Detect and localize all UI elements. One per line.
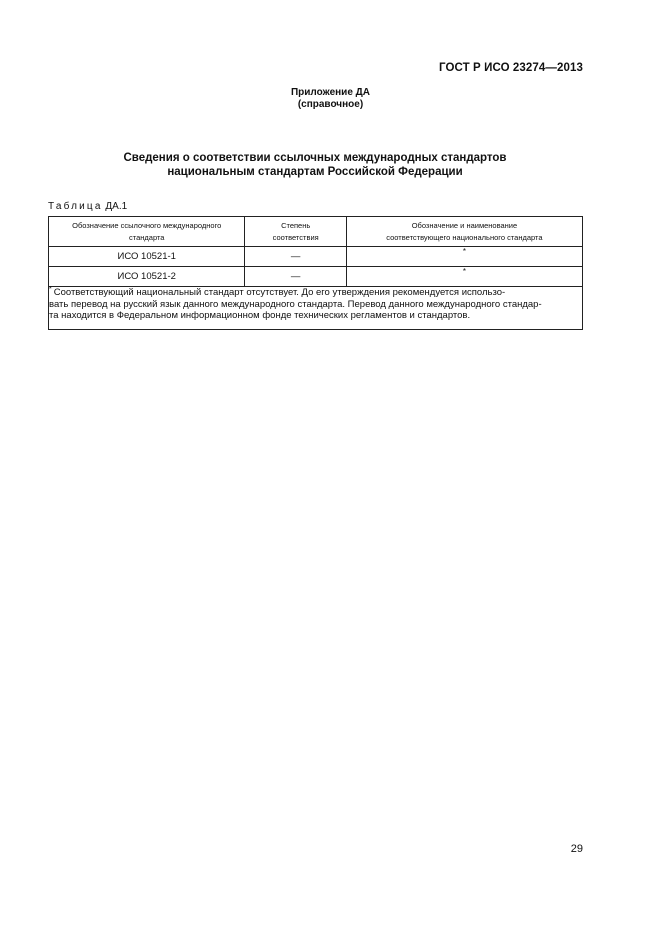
- annex-subtitle-line: (справочное): [297, 99, 364, 110]
- annex-title: [0, 87, 661, 111]
- reference-table: [48, 216, 583, 330]
- page-number: 29: [570, 843, 583, 855]
- table-header-row: [49, 217, 583, 247]
- cell-degree: —: [245, 247, 346, 267]
- footnote-marker: *: [49, 285, 52, 293]
- cell-national: [346, 267, 582, 287]
- header-col3-line2: соответствующего национального стандарта: [386, 232, 543, 242]
- table-caption-word: Таблица: [48, 201, 103, 212]
- table-row: [49, 247, 583, 267]
- footnote-line-1: [49, 287, 582, 299]
- section-heading-line-2: национальным стандартам Российской Федерации: [167, 165, 463, 178]
- table-footnote-row: [49, 287, 583, 330]
- cell-degree: —: [245, 267, 346, 287]
- table-footnote: [49, 287, 583, 330]
- cell-standard: ИСО 10521-2: [49, 267, 245, 287]
- footnote-text-1: Соответствующий национальный стандарт отсутствует. До его утверждения рекомендуется использо-: [53, 287, 506, 298]
- header-col1-line1: Обозначение ссылочного международного: [72, 220, 222, 230]
- table-row: [49, 267, 583, 287]
- footnote-star-marker: *: [462, 247, 466, 256]
- header-international-standard: [49, 217, 245, 247]
- table-caption: [48, 201, 127, 212]
- header-degree-of-correspondence: [245, 217, 346, 247]
- header-col2-line2: соответствия: [272, 232, 319, 242]
- section-heading-line-1: Сведения о соответствии ссылочных международных стандартов: [123, 152, 507, 164]
- header-col2-line1: Степень: [281, 220, 311, 230]
- cell-national: [346, 247, 582, 267]
- cell-standard: ИСО 10521-1: [49, 247, 245, 267]
- footnote-line-2: вать перевод на русский язык данного международного стандарта. Перевод данного международного стандар-: [49, 298, 542, 310]
- section-heading: [0, 152, 630, 179]
- header-national-standard: [346, 217, 582, 247]
- document-code: ГОСТ Р ИСО 23274—2013: [438, 62, 583, 74]
- footnote-star-marker: *: [462, 267, 466, 276]
- table-caption-number: ДА.1: [105, 201, 128, 212]
- footnote-line-3: та находится в Федеральном информационном фонде технических регламентов и стандартов.: [49, 310, 471, 321]
- header-col1-line2: стандарта: [128, 232, 165, 242]
- annex-title-line: Приложение ДА: [290, 87, 371, 98]
- header-col3-line1: Обозначение и наименование: [411, 220, 518, 230]
